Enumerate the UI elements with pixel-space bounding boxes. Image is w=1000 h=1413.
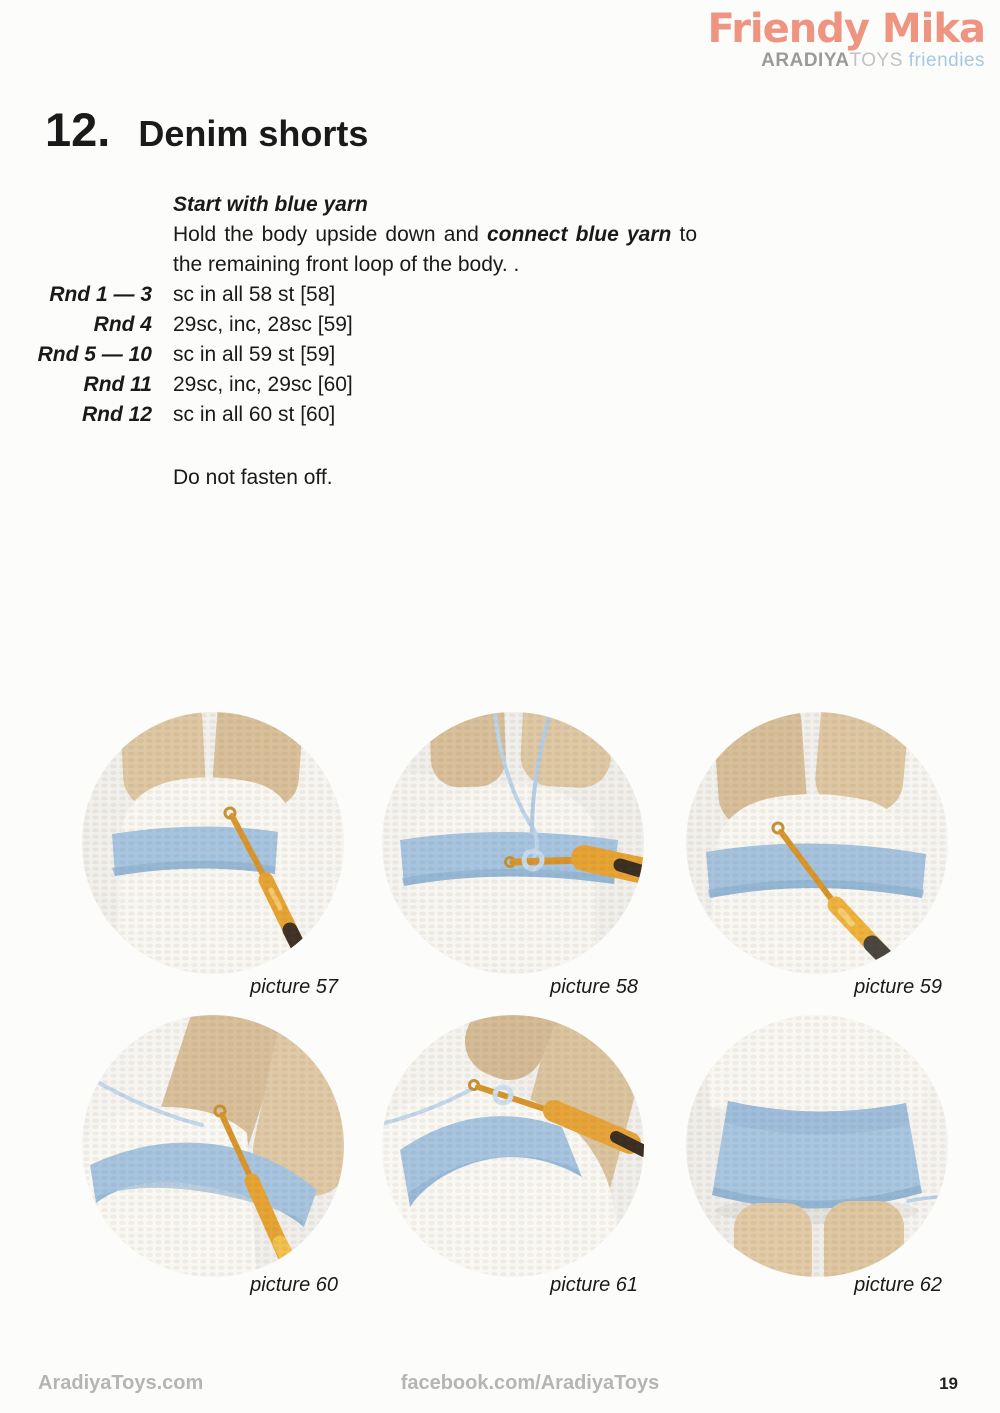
crochet-photo-57-illustration [82, 712, 344, 974]
intro-text-before: Hold the body upside down and [173, 223, 487, 246]
instructions-block [0, 190, 720, 493]
logo-subtitle [707, 50, 985, 72]
round-text: sc in all 59 st [59] [173, 343, 336, 366]
section-number: 12. [45, 103, 111, 156]
photo-58-image [382, 712, 644, 974]
round-text: 29sc, inc, 29sc [60] [173, 373, 353, 396]
round-row [0, 340, 720, 370]
photo-caption: picture 62 [854, 1274, 942, 1296]
round-label: Rnd 12 [81, 403, 152, 426]
photo-caption: picture 58 [550, 976, 638, 998]
photo-picture-59 [686, 712, 948, 1012]
note-row [0, 463, 720, 493]
photo-caption: picture 59 [854, 976, 942, 998]
footer-facebook: facebook.com/AradiyaToys [400, 1372, 660, 1394]
page-number: 19 [939, 1374, 958, 1393]
round-text: sc in all 60 st [60] [173, 403, 336, 426]
logo-title: Friendy Mika [707, 6, 985, 52]
photo-picture-57 [82, 712, 344, 1012]
photo-57-image [82, 712, 344, 974]
footer-website: AradiyaToys.com [38, 1372, 204, 1394]
logo-brand-aradiya: ARADIYA [761, 50, 850, 71]
round-label: Rnd 5 — 10 [37, 343, 152, 366]
round-row [0, 400, 720, 430]
instruction-intro-row [0, 220, 720, 280]
round-text: sc in all 58 st [58] [173, 283, 336, 306]
round-row [0, 280, 720, 310]
intro-text-bold: connect blue yarn [486, 223, 672, 246]
round-row [0, 370, 720, 400]
round-row [0, 310, 720, 340]
crochet-photo-59-illustration [686, 712, 948, 974]
crochet-photo-60-illustration [82, 1015, 344, 1277]
page-title: Denim shorts [138, 113, 369, 154]
photo-60-image [82, 1015, 344, 1277]
crochet-photo-58-illustration [382, 712, 644, 974]
round-text: 29sc, inc, 28sc [59] [173, 313, 353, 336]
photo-caption: picture 57 [250, 976, 338, 998]
photo-59-image [686, 712, 948, 974]
logo-brand-toys: TOYS [849, 50, 903, 71]
photo-picture-60 [82, 1015, 344, 1315]
photo-62-image [686, 1015, 948, 1277]
intro-paragraph [173, 220, 697, 280]
instruction-subtitle: Start with blue yarn [173, 193, 368, 216]
round-label: Rnd 4 [93, 313, 152, 336]
photo-picture-58 [382, 712, 644, 1012]
note-text: Do not fasten off. [173, 466, 333, 489]
crochet-photo-61-illustration [382, 1015, 644, 1277]
round-label: Rnd 1 — 3 [49, 283, 152, 306]
brand-logo [707, 8, 985, 72]
photo-caption: picture 61 [550, 1274, 638, 1296]
logo-series-friendies: friendies [902, 50, 985, 71]
section-heading [45, 102, 368, 157]
intro-text-after: to the remaining front loop of the body. . [173, 223, 697, 276]
photo-caption: picture 60 [250, 1274, 338, 1296]
spacer [0, 430, 720, 463]
instruction-subtitle-row [0, 190, 720, 220]
round-label: Rnd 11 [83, 373, 152, 396]
photo-61-image [382, 1015, 644, 1277]
crochet-photo-62-illustration [686, 1015, 948, 1277]
photo-picture-61 [382, 1015, 644, 1315]
photo-picture-62 [686, 1015, 948, 1315]
